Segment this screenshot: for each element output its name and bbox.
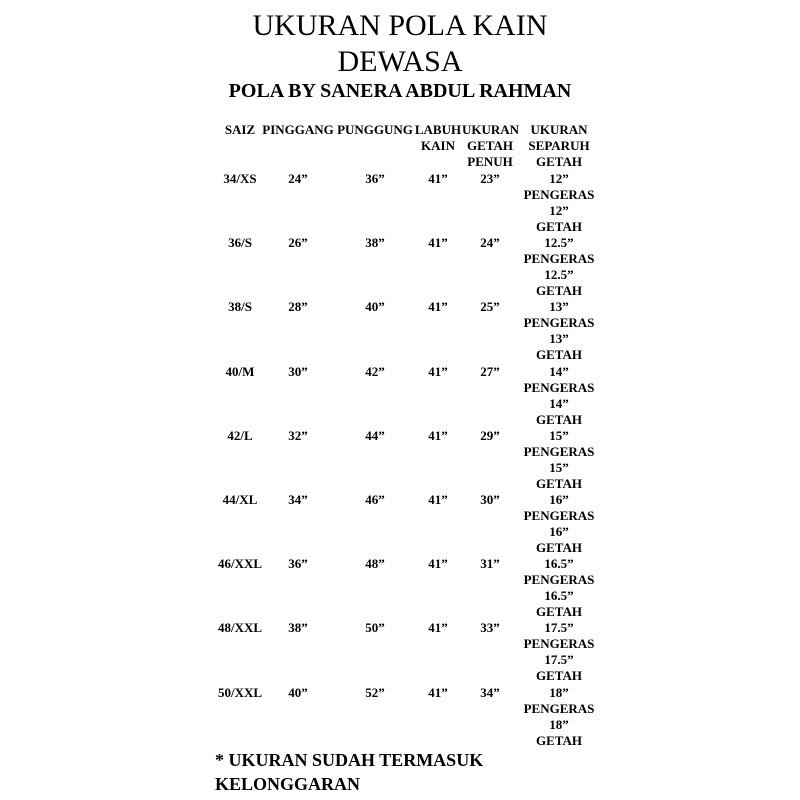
header-labuh-line1: LABUH xyxy=(414,122,462,137)
cell-punggung: 42” xyxy=(365,364,385,379)
cell-getah-penuh: 29” xyxy=(480,428,500,443)
separuh-getah-line: 12” xyxy=(549,171,569,186)
header-ukg-line2: GETAH xyxy=(467,138,513,153)
cell-pinggang: 28” xyxy=(288,299,308,314)
separuh-getah-line: 15” xyxy=(549,428,569,443)
header-labuh-kain xyxy=(413,122,463,154)
cell-pinggang: 24” xyxy=(288,171,308,186)
separuh-getah-line: 12.5” xyxy=(544,267,574,282)
separuh-getah-line: PENGERAS xyxy=(523,380,595,395)
cell-saiz: 46/XXL xyxy=(217,556,263,571)
cell-pinggang: 36” xyxy=(288,556,308,571)
header-labuh-line2: KAIN xyxy=(421,138,455,153)
header-ukuran-separuh-getah xyxy=(517,122,601,170)
separuh-getah-line: 16” xyxy=(549,492,569,507)
cell-saiz: 44/XL xyxy=(222,492,258,507)
separuh-getah-line: 13” xyxy=(549,299,569,314)
cell-pinggang: 34” xyxy=(288,492,308,507)
separuh-getah-line: PENGERAS xyxy=(523,187,595,202)
cell-labuh-kain: 41” xyxy=(428,556,448,571)
footer-note-line2: KELONGGARAN xyxy=(215,774,361,794)
separuh-getah-line: PENGERAS xyxy=(523,251,595,266)
page-title-line2: DEWASA xyxy=(337,45,463,78)
separuh-getah-line: PENGERAS xyxy=(523,572,595,587)
cell-labuh-kain: 41” xyxy=(428,235,448,250)
header-sep-line3: GETAH xyxy=(536,154,582,169)
separuh-getah-line: GETAH xyxy=(536,604,582,619)
separuh-getah-line: 12” xyxy=(549,203,569,218)
separuh-getah-line: GETAH xyxy=(536,733,582,748)
cell-getah-penuh: 30” xyxy=(480,492,500,507)
cell-getah-penuh: 27” xyxy=(480,364,500,379)
cell-punggung: 48” xyxy=(365,556,385,571)
header-ukg-line1: UKURAN xyxy=(462,122,520,137)
separuh-getah-line: 18” xyxy=(549,685,569,700)
cell-punggung: 50” xyxy=(365,620,385,635)
cell-pinggang: 30” xyxy=(288,364,308,379)
separuh-getah-line: GETAH xyxy=(536,219,582,234)
separuh-getah-line: PENGERAS xyxy=(523,315,595,330)
cell-getah-penuh: 31” xyxy=(480,556,500,571)
separuh-getah-line: 17.5” xyxy=(544,620,574,635)
cell-getah-penuh: 23” xyxy=(480,171,500,186)
cell-separuh-getah xyxy=(517,235,601,299)
header-pinggang-text: PINGGANG xyxy=(262,122,334,137)
cell-separuh-getah xyxy=(517,556,601,620)
separuh-getah-line: 14” xyxy=(549,396,569,411)
header-punggung-text: PUNGGUNG xyxy=(337,122,413,137)
cell-separuh-getah xyxy=(517,299,601,363)
cell-saiz: 50/XXL xyxy=(217,685,263,700)
cell-pinggang: 26” xyxy=(288,235,308,250)
cell-labuh-kain: 41” xyxy=(428,171,448,186)
header-punggung xyxy=(336,122,414,138)
cell-pinggang: 38” xyxy=(288,620,308,635)
separuh-getah-line: GETAH xyxy=(536,476,582,491)
cell-separuh-getah xyxy=(517,428,601,492)
cell-punggung: 46” xyxy=(365,492,385,507)
separuh-getah-line: GETAH xyxy=(536,347,582,362)
separuh-getah-line: PENGERAS xyxy=(523,444,595,459)
separuh-getah-line: 17.5” xyxy=(544,652,574,667)
cell-punggung: 36” xyxy=(365,171,385,186)
cell-saiz: 38/S xyxy=(228,299,252,314)
cell-labuh-kain: 41” xyxy=(428,364,448,379)
header-ukuran-getah-penuh xyxy=(462,122,518,170)
cell-separuh-getah xyxy=(517,492,601,556)
cell-pinggang: 32” xyxy=(288,428,308,443)
separuh-getah-line: 16.5” xyxy=(544,588,574,603)
separuh-getah-line: 14” xyxy=(549,364,569,379)
separuh-getah-line: 15” xyxy=(549,460,569,475)
cell-getah-penuh: 34” xyxy=(480,685,500,700)
footer-note-line1: * UKURAN SUDAH TERMASUK xyxy=(215,750,484,770)
cell-punggung: 52” xyxy=(365,685,385,700)
separuh-getah-line: PENGERAS xyxy=(523,701,595,716)
cell-labuh-kain: 41” xyxy=(428,492,448,507)
cell-getah-penuh: 25” xyxy=(480,299,500,314)
separuh-getah-line: PENGERAS xyxy=(523,636,595,651)
cell-saiz: 34/XS xyxy=(223,171,257,186)
cell-separuh-getah xyxy=(517,620,601,684)
separuh-getah-line: GETAH xyxy=(536,540,582,555)
header-sep-line2: SEPARUH xyxy=(528,138,590,153)
cell-saiz: 42/L xyxy=(227,428,253,443)
cell-saiz: 36/S xyxy=(228,235,252,250)
cell-separuh-getah xyxy=(517,364,601,428)
separuh-getah-line: GETAH xyxy=(536,283,582,298)
cell-pinggang: 40” xyxy=(288,685,308,700)
header-saiz-text: SAIZ xyxy=(224,122,256,137)
cell-getah-penuh: 24” xyxy=(480,235,500,250)
cell-labuh-kain: 41” xyxy=(428,299,448,314)
separuh-getah-line: 16.5” xyxy=(544,556,574,571)
header-sep-line1: UKURAN xyxy=(530,122,588,137)
cell-saiz: 40/M xyxy=(225,364,255,379)
cell-punggung: 44” xyxy=(365,428,385,443)
page-title-line1: UKURAN POLA KAIN xyxy=(252,9,548,42)
cell-labuh-kain: 41” xyxy=(428,620,448,635)
header-pinggang xyxy=(262,122,334,138)
header-saiz xyxy=(212,122,268,138)
cell-labuh-kain: 41” xyxy=(428,428,448,443)
page-subtitle: POLA BY SANERA ABDUL RAHMAN xyxy=(228,80,572,102)
cell-saiz: 48/XXL xyxy=(217,620,263,635)
cell-punggung: 40” xyxy=(365,299,385,314)
cell-punggung: 38” xyxy=(365,235,385,250)
separuh-getah-line: 18” xyxy=(549,717,569,732)
separuh-getah-line: GETAH xyxy=(536,412,582,427)
separuh-getah-line: GETAH xyxy=(536,668,582,683)
footer-note xyxy=(215,748,483,796)
cell-labuh-kain: 41” xyxy=(428,685,448,700)
separuh-getah-line: PENGERAS xyxy=(523,508,595,523)
separuh-getah-line: 13” xyxy=(549,331,569,346)
cell-separuh-getah xyxy=(517,171,601,235)
separuh-getah-line: 12.5” xyxy=(544,235,574,250)
cell-separuh-getah xyxy=(517,685,601,749)
cell-getah-penuh: 33” xyxy=(480,620,500,635)
header-ukg-line3: PENUH xyxy=(467,154,513,169)
separuh-getah-line: 16” xyxy=(549,524,569,539)
